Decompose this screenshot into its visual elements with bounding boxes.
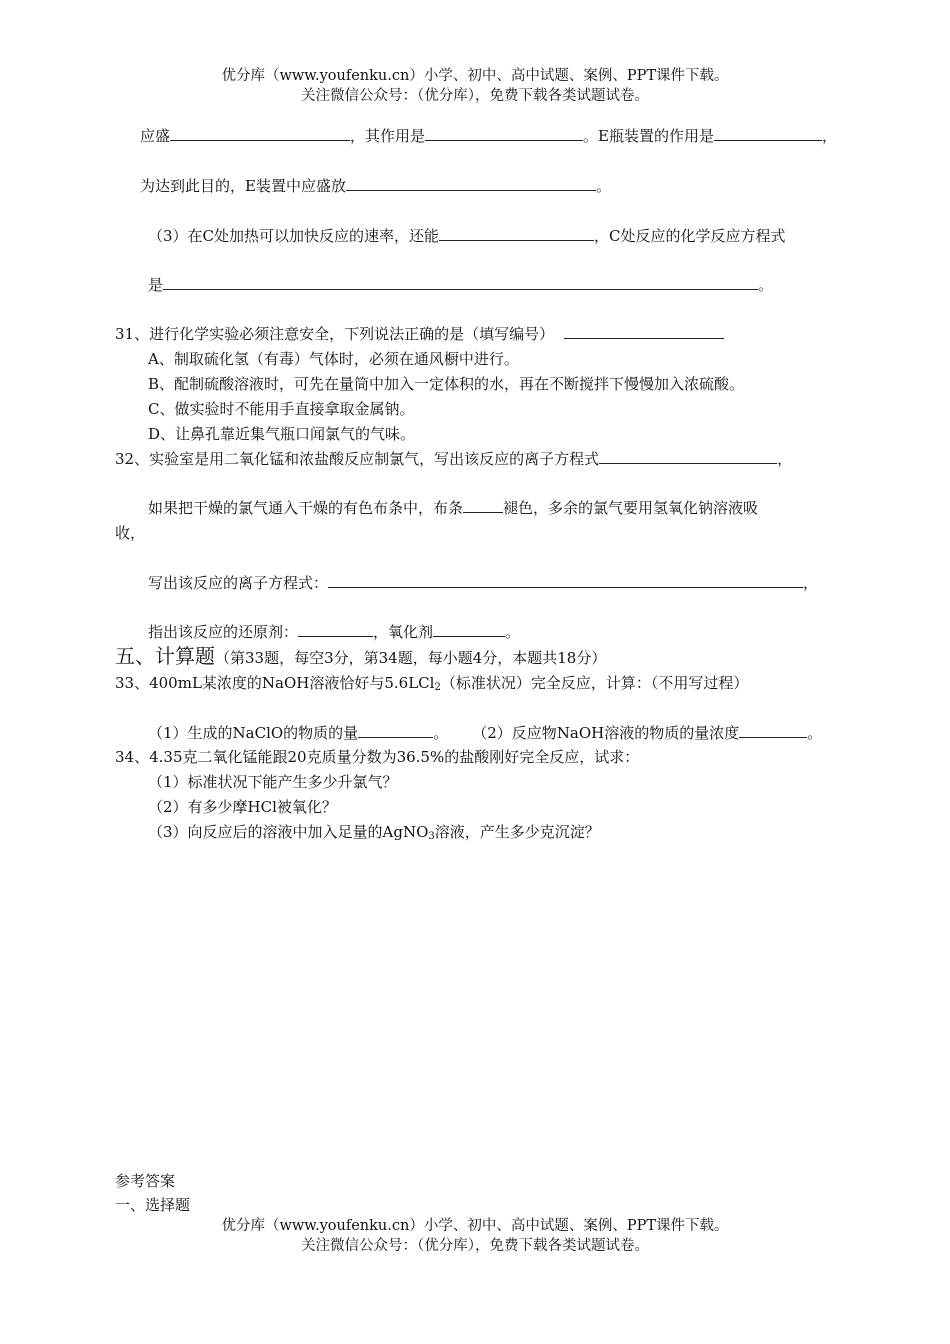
q33-text: 。 bbox=[433, 724, 449, 742]
answer-blank[interactable] bbox=[328, 572, 803, 588]
answer-blank[interactable] bbox=[463, 497, 503, 513]
answer-blank[interactable] bbox=[358, 722, 433, 738]
q32-text: ， bbox=[803, 574, 819, 592]
q33-text: （2）反应物NaOH溶液的物质的量浓度 bbox=[472, 724, 740, 742]
section-note: （第33题，每空3分，第34题，每小题4分，本题共18分） bbox=[215, 649, 607, 667]
section-title: 五、计算题 bbox=[115, 644, 215, 668]
answer-blank[interactable] bbox=[599, 448, 777, 464]
q30-text: 。E瓶装置的作用是 bbox=[583, 127, 714, 145]
answer-blank[interactable] bbox=[433, 621, 505, 637]
q30-line-4 bbox=[148, 274, 773, 296]
q34-part-1: （1）标准状况下能产生多少升氯气？ bbox=[148, 773, 398, 791]
q30-line-3 bbox=[148, 225, 786, 247]
q30-text: ，C处反应的化学反应方程式 bbox=[594, 227, 786, 245]
q32-text: 褪色，多余的氯气要用氢氧化钠溶液吸 bbox=[503, 499, 759, 517]
q32-text: ，氧化剂 bbox=[373, 623, 434, 641]
q33-stem bbox=[115, 672, 748, 694]
subscript: 3 bbox=[428, 831, 435, 842]
q31-text: 31、进行化学实验必须注意安全，下列说法正确的是（填写编号） bbox=[115, 325, 555, 343]
answers-section-1: 一、选择题 bbox=[115, 1196, 191, 1214]
answer-blank[interactable] bbox=[346, 175, 596, 191]
subscript: 2 bbox=[434, 682, 441, 693]
q32-text: 32、实验室是用二氧化锰和浓盐酸反应制氯气，写出该反应的离子方程式 bbox=[115, 450, 600, 468]
answer-blank[interactable] bbox=[714, 125, 822, 141]
q30-text: 。 bbox=[758, 276, 774, 294]
q33-parts bbox=[148, 722, 822, 744]
q34-part-3 bbox=[148, 821, 600, 843]
header-line-1: 优分库（www.youfenku.cn）小学、初中、高中试题、案例、PPT课件下载。 bbox=[221, 68, 729, 84]
answer-blank[interactable] bbox=[564, 323, 724, 339]
answer-blank[interactable] bbox=[170, 125, 350, 141]
q33-text: （标准状况）完全反应，计算：（不用写过程） bbox=[440, 674, 749, 692]
q32-line-2 bbox=[148, 497, 758, 519]
q30-text: ， bbox=[821, 127, 837, 145]
q30-line-2 bbox=[140, 175, 611, 197]
q32-stem bbox=[115, 448, 792, 470]
q31-option-c: C、做实验时不能用手直接拿取金属钠。 bbox=[148, 400, 415, 418]
q30-text: 。 bbox=[595, 177, 611, 195]
q31-option-a: A、制取硫化氢（有毒）气体时，必须在通风橱中进行。 bbox=[148, 350, 519, 368]
answer-blank[interactable] bbox=[739, 722, 807, 738]
q33-text: 。 bbox=[807, 724, 823, 742]
q30-line-1 bbox=[140, 125, 837, 147]
q34-part-2: （2）有多少摩HCl被氧化？ bbox=[148, 798, 337, 816]
q30-text: 是 bbox=[148, 276, 164, 294]
answers-title: 参考答案 bbox=[115, 1172, 176, 1190]
q30-text: 为达到此目的，E装置中应盛放 bbox=[140, 177, 346, 195]
q32-line-5 bbox=[148, 621, 520, 643]
answer-blank[interactable] bbox=[163, 274, 758, 290]
q32-text: ， bbox=[777, 450, 793, 468]
q34-text: （3）向反应后的溶液中加入足量的AgNO bbox=[148, 823, 429, 841]
q33-text: 33、400mL某浓度的NaOH溶液恰好与5.6LCl bbox=[115, 674, 435, 692]
q32-line-3: 收， bbox=[115, 524, 146, 542]
q30-text: （3）在C处加热可以加快反应的速率，还能 bbox=[148, 227, 440, 245]
q31-stem bbox=[115, 323, 724, 345]
q32-line-4 bbox=[148, 572, 818, 594]
answer-blank[interactable] bbox=[298, 621, 373, 637]
answer-blank[interactable] bbox=[439, 225, 594, 241]
q34-stem: 34、4.35克二氧化锰能跟20克质量分数为36.5%的盐酸刚好完全反应，试求： bbox=[115, 748, 640, 766]
footer-line-1: 优分库（www.youfenku.cn）小学、初中、高中试题、案例、PPT课件下载。 bbox=[221, 1218, 729, 1234]
q30-text: 应盛 bbox=[140, 127, 171, 145]
q32-text: 如果把干燥的氯气通入干燥的有色布条中，布条 bbox=[148, 499, 464, 517]
q34-text: 溶液，产生多少克沉淀？ bbox=[434, 823, 600, 841]
section-5-heading bbox=[115, 645, 606, 669]
answer-blank[interactable] bbox=[425, 125, 583, 141]
q32-text: 指出该反应的还原剂： bbox=[148, 623, 299, 641]
q30-text: ，其作用是 bbox=[350, 127, 426, 145]
q33-text: （1）生成的NaClO的物质的量 bbox=[148, 724, 359, 742]
header-line-2: 关注微信公众号：（优分库），免费下载各类试题试卷。 bbox=[301, 88, 649, 104]
q32-text: 。 bbox=[505, 623, 521, 641]
q31-option-b: B、配制硫酸溶液时，可先在量筒中加入一定体积的水，再在不断搅拌下慢慢加入浓硫酸。 bbox=[148, 375, 745, 393]
q31-option-d: D、让鼻孔靠近集气瓶口闻氯气的气味。 bbox=[148, 425, 416, 443]
q32-text: 写出该反应的离子方程式： bbox=[148, 574, 329, 592]
footer-line-2: 关注微信公众号：（优分库），免费下载各类试题试卷。 bbox=[301, 1238, 649, 1254]
